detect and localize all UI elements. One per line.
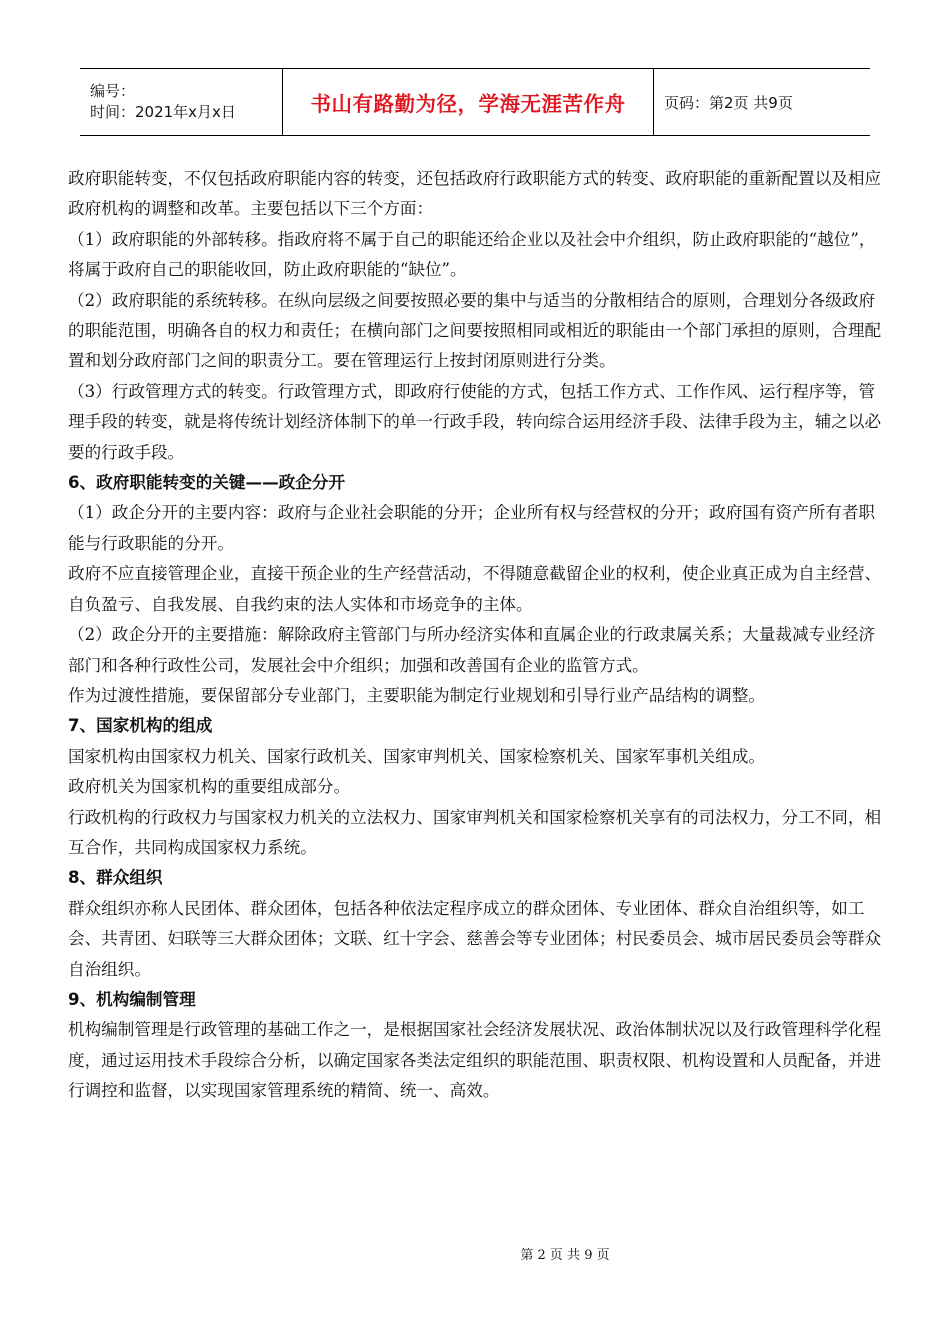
paragraph: 国家机构由国家权力机关、国家行政机关、国家审判机关、国家检察机关、国家军事机关组成。 [68,746,765,766]
section-heading: 9、机构编制管理 [68,989,196,1009]
time-label: 时间：2021年x月x日 [90,103,236,121]
header-meta [80,69,282,135]
page-header [80,68,870,136]
paragraph: （1）政企分开的主要内容：政府与企业社会职能的分开；企业所有权与经营权的分开；政府国有资产所有者职能与行政职能的分开。 [68,503,876,553]
paragraph: 政府职能转变，不仅包括政府职能内容的转变，还包括政府行政职能方式的转变、政府职能的重新配置以及相应政府机构的调整和改革。主要包括以下三个方面： [68,169,882,219]
section-heading: 6、政府职能转变的关键——政企分开 [68,473,346,493]
paragraph: （2）政企分开的主要措施：解除政府主管部门与所办经济实体和直属企业的行政隶属关系；大量裁减专业经济部门和各种行政性公司，发展社会中介组织；加强和改善国有企业的监管方式。 [68,625,876,675]
paragraph: （1）政府职能的外部转移。指政府将不属于自己的职能还给企业以及社会中介组织，防止政府职能的“越位”，将属于政府自己的职能收回，防止政府职能的“缺位”。 [68,229,876,280]
paragraph: 政府不应直接管理企业，直接干预企业的生产经营活动，不得随意截留企业的权利，使企业真正成为自主经营、自负盈亏、自我发展、自我约束的法人实体和市场竞争的主体。 [68,564,882,614]
motto-text: 书山有路勤为径，学海无涯苦作舟 [310,92,626,116]
page-label: 页码：第2页 共9页 [664,93,793,112]
number-label: 编号： [90,82,136,100]
section-heading: 7、国家机构的组成 [68,716,213,736]
paragraph: 作为过渡性措施，要保留部分专业部门，主要职能为制定行业规划和引导行业产品结构的调整。 [68,685,765,705]
paragraph: 行政机构的行政权力与国家权力机关的立法权力、国家审判机关和国家检察机关享有的司法权力，分工不同，相互合作，共同构成国家权力系统。 [68,807,882,857]
paragraph: 群众组织亦称人民团体、群众团体，包括各种依法定程序成立的群众团体、专业团体、群众自治组织等，如工会、共青团、妇联等三大群众团体；文联、红十字会、慈善会等专业团体；村民委员会、城市居民委员会等群众自治组织。 [68,898,882,979]
paragraph: （3）行政管理方式的转变。行政管理方式，即政府行使能的方式，包括工作方式、工作作风、运行程序等，管理手段的转变，就是将传统计划经济体制下的单一行政手段，转向综合运用经济手段、法律手段为主，辅之以必要的行政手段。 [68,381,882,462]
header-page-cell [654,69,870,135]
document-body [68,164,884,1107]
header-motto-cell [282,69,654,135]
paragraph: 机构编制管理是行政管理的基础工作之一，是根据国家社会经济发展状况、政治体制状况以及行政管理科学化程度，通过运用技术手段综合分析，以确定国家各类法定组织的职能范围、职责权限、机构设置和人员配备，并进行调控和监督，以实现国家管理系统的精简、统一、高效。 [68,1020,882,1101]
page-footer: 第 2 页 共 9 页 [520,1248,610,1263]
paragraph: （2）政府职能的系统转移。在纵向层级之间要按照必要的集中与适当的分散相结合的原则，合理划分各级政府的职能范围，明确各自的权力和责任；在横向部门之间要按照相同或相近的职能由一个部门承担的原则，合理配置和划分政府部门之间的职责分工。要在管理运行上按封闭原则进行分类。 [68,290,882,371]
section-heading: 8、群众组织 [68,868,163,888]
paragraph: 政府机关为国家机构的重要组成部分。 [68,777,351,797]
